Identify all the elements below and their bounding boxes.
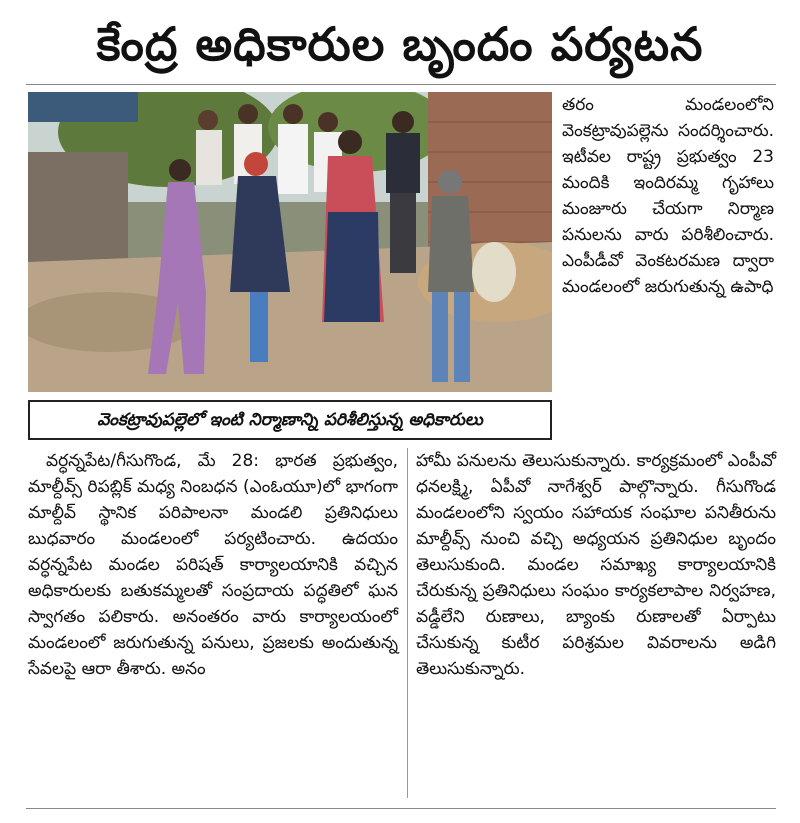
article-column-right-top (562, 92, 774, 300)
column-divider (407, 448, 408, 798)
article-text: హామీ పనులను తెలుసుకున్నారు. కార్యక్రమంలో ఎంపీవో ధనలక్ష్మి, ఏపీవో నాగేశ్వర్ పాల్గొన్నారు. గీసుగొండ మండలంలోని స్వయం సహాయక సంఘాల పనితీరును మాల్దీవ్స్ నుంచి వచ్చి అధ్యయన ప్రతినిధుల బృందం తెలుసుకుంది. మండల సమాఖ్య కార్యాలయానికి చేరుకున్న ప్రతినిధులు సంఘం కార్యకలాపాల నిర్వహణ, వడ్డీలేని రుణాలు, బ్యాంకు రుణాలతో ఏర్పాటు చేసుకున్న కుటీర పరిశ్రమల వివరాలను అడిగి తెలుసుకున్నారు. (416, 451, 776, 679)
article-text: వర్ధన్నపేట/గీసుగొండ, మే 28: భారత ప్రభుత్వం, మాల్దీవ్స్ రిపబ్లిక్ మధ్య నింబధన (ఎంఓయూ)లో భాగంగా మాల్దీవ్ స్థానిక పరిపాలనా మండలి ప్రతినిధులు బుధవారం మండలంలో పర్యటించారు. ఉదయం వర్ధన్నపేట మండల పరిషత్ కార్యాలయానికి వచ్చిన అధికారులకు బతుకమ్మలతో సంప్రదాయ పద్ధతిలో ఘన స్వాగతం పలికారు. అనంతరం వారు కార్యాలయంలో మండలంలో జరుగుతున్న పనులు, ప్రజలకు అందుతున్న సేవలపై ఆరా తీశారు. అనం (28, 451, 398, 679)
news-photo (28, 92, 552, 392)
headline-rule (26, 84, 776, 85)
bottom-rule (26, 808, 776, 809)
article-column-right-bottom (416, 448, 776, 682)
headline: కేంద్ర అధికారుల బృందం పర్యటన (96, 17, 704, 71)
article-column-left (28, 448, 398, 682)
photo-caption: వెంకట్రావుపల్లెలో ఇంటి నిర్మాణాన్ని పరిశీలిస్తున్న అధికారులు (28, 400, 552, 440)
article-text: తరం మండలంలోని వెంకట్రావుపల్లెను సందర్శించారు. ఇటీవల రాష్ట్ర ప్రభుత్వం 23 మందికి ఇందిరమ్మ గృహాలు మంజూరు చేయగా నిర్మాణ పనులను వారు పరిశీలించారు. ఎంపీడీవో వెంకటరమణ ద్వారా మండలంలో జరుగుతున్న ఉపాధి (562, 95, 774, 297)
